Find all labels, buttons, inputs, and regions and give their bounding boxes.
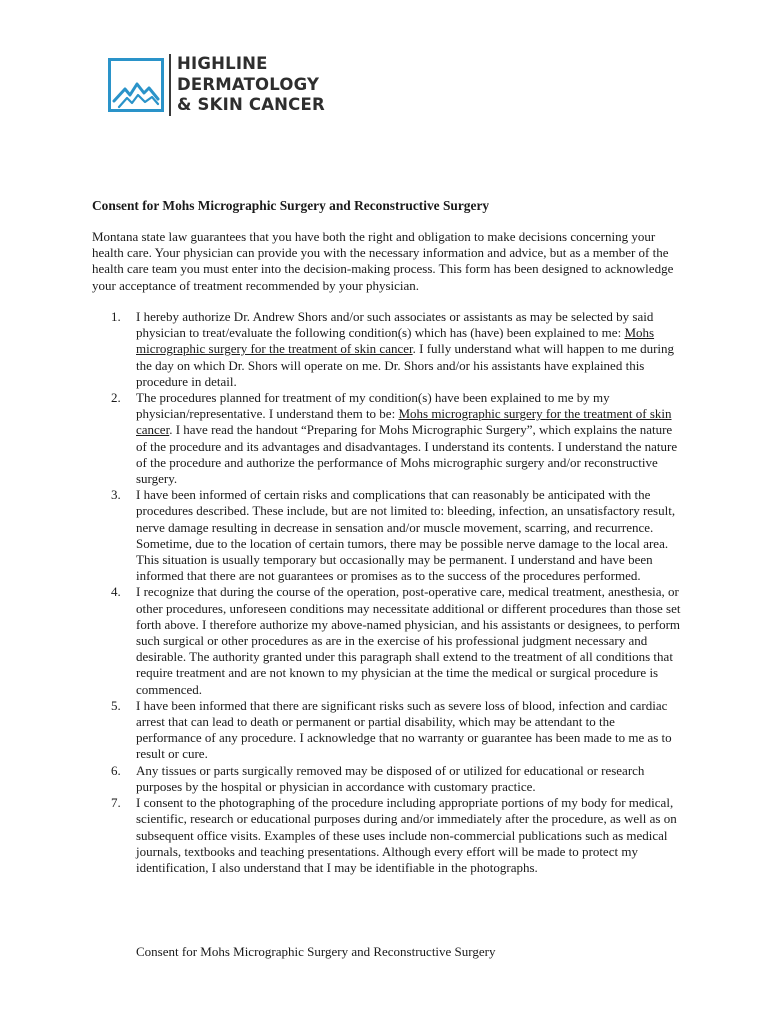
consent-item-7 [92, 795, 682, 876]
item-text: I have been informed of certain risks and complications that can reasonably be anticipated with the procedures described. These include, but are not limited to: bleeding, infection, an unsatisfactory result, nerve damage resulting in decrease in sensation and/or muscle movement, scarring, and recurrence. Sometime, due to the location of certain tumors, there may be possible nerve damage to the local area. This situation is usually temporary but occasionally may be permanent. I understand and have been informed that there are not guarantees or promises as to the success of the procedures performed. [136, 487, 676, 584]
item-text: The procedures planned for treatment of my condition(s) have been explained to me by my physician/representative. I understand them to be: [136, 390, 610, 422]
item-text-continued: . I have read the handout “Preparing for Mohs Micrographic Surgery”, which explains the nature of the procedure and its advantages and disadvantages. I understand its contents. I understand the nature of the procedure and authorize the performance of Mohs micrographic surgery and/or reconstructive surgery. [136, 422, 678, 487]
logo-wordmark [177, 54, 325, 116]
consent-list [92, 309, 682, 876]
item-text: Any tissues or parts surgically removed may be disposed of or utilized for educational or research purposes by the hospital or physician in accordance with customary practice. [136, 762, 645, 794]
item-underlined-text: Mohs micrographic surgery for the treatment of skin cancer [136, 406, 672, 438]
page-footer: Consent for Mohs Micrographic Surgery and Reconstructive Surgery [136, 944, 496, 959]
item-text: I consent to the photographing of the procedure including appropriate portions of my body for medical, scientific, research or educational purposes during and/or immediately after the procedure, as well as on subsequent office visits. Examples of these uses include non-commercial publications such as medical journals, textbooks and teaching presentations. Although every effort will be made to protect my identification, I also understand that I may be identifiable in the photographs. [136, 795, 677, 875]
clinic-logo [108, 54, 325, 116]
mountain-logo-icon [108, 58, 164, 112]
item-number: 3. [111, 487, 121, 503]
item-number: 7. [111, 795, 121, 811]
document-title: Consent for Mohs Micrographic Surgery and Reconstructive Surgery [92, 198, 490, 213]
consent-item-5 [92, 698, 682, 763]
consent-item-1 [92, 309, 682, 390]
logo-line-3: & SKIN CANCER [177, 95, 325, 114]
consent-item-6 [92, 763, 682, 795]
item-number: 2. [111, 390, 121, 406]
item-number: 5. [111, 697, 121, 713]
consent-item-4 [92, 584, 682, 697]
consent-item-3 [92, 487, 682, 584]
item-number: 6. [111, 762, 121, 778]
logo-line-2: DERMATOLOGY [177, 74, 320, 94]
item-text: I recognize that during the course of the operation, post-operative care, medical treatment, anesthesia, or other procedures, unforeseen conditions may necessitate additional or different procedures than those set forth above. I therefore authorize my above-named physician, and his assistants or designees, to perform such surgical or other procedures as are in the exercise of his professional judgment necessary and desirable. The authority granted under this paragraph shall extend to the treatment of all conditions that require treatment and are not known to my physician at the time the medical or surgical procedure is commenced. [136, 584, 681, 697]
consent-item-2 [92, 390, 682, 487]
item-text: I hereby authorize Dr. Andrew Shors and/or such associates or assistants as may be selected by said physician to treat/evaluate the following condition(s) which has (have) been explained to me: [136, 309, 654, 341]
logo-divider [169, 54, 171, 116]
item-text: I have been informed that there are significant risks such as severe loss of blood, infection and cardiac arrest that can lead to death or permanent or partial disability, which may be attendant to the performance of any procedure. I acknowledge that no warranty or guarantee has been made to me as to result or cure. [136, 697, 672, 762]
intro-paragraph: Montana state law guarantees that you have both the right and obligation to make decisions concerning your health care. Your physician can provide you with the necessary information and advice, but as a member of the health care team you must enter into the decision-making process. This form has been designed to acknowledge your acceptance of treatment recommended by your physician. [92, 229, 674, 293]
item-underlined-text: Mohs micrographic surgery for the treatment of skin cancer [136, 325, 655, 357]
logo-line-1: HIGHLINE [177, 54, 268, 73]
item-text-continued: . I fully understand what will happen to me during the day on which Dr. Shors will operate on me. Dr. Shors and/or his assistants have explained this procedure in detail. [136, 341, 675, 389]
item-number: 4. [111, 584, 121, 600]
item-number: 1. [111, 309, 121, 324]
